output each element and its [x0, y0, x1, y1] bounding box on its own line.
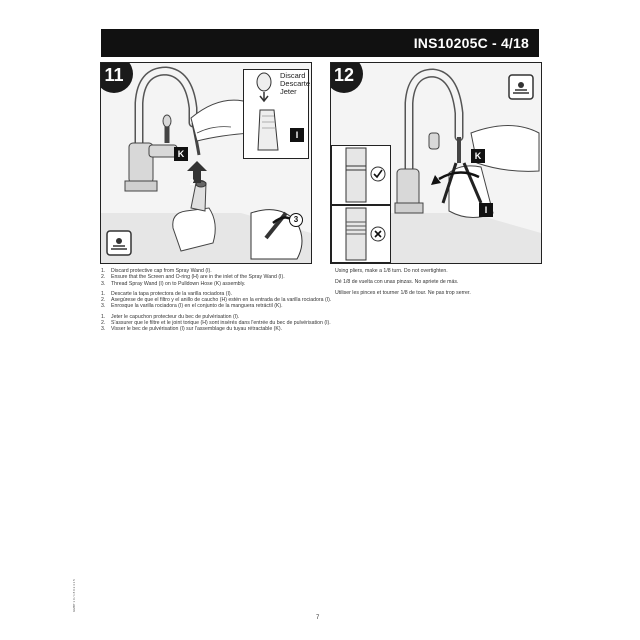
step-11-illustration	[100, 62, 312, 264]
instruction-es: Dé 1/8 de vuelta con unas pinzas. No apriete de más.	[335, 278, 459, 285]
document-id: INS10205C - 4/18	[413, 35, 529, 51]
discard-label-es: Descarte	[280, 79, 311, 88]
instruction-row: 2. Ensure that the Screen and O-ring (H) are in the inlet of the Spray Wand (I).	[101, 274, 285, 281]
instruction-row: 2. Asegúrese de que el filtro y el anillo de caucho (H) estén en la entrada de la varilla rociadora (I).	[101, 297, 332, 304]
step-11-instructions	[101, 268, 332, 333]
correct-tightness-inset	[331, 145, 391, 205]
label-i: I	[290, 128, 304, 142]
instruction-en: Using pliers, make a 1/8 turn. Do not overtighten.	[335, 268, 448, 274]
discard-cap-inset	[243, 69, 309, 159]
instruction-row: 3. Enrosque la varilla rociadora (I) en el conjunto de la manguera retráctil (K).	[101, 303, 283, 310]
step-12-number: 12	[330, 62, 363, 93]
print-code: GMBT 1 0 / 1 8 0 2 4 1 5	[72, 579, 76, 612]
step-11-number: 11	[100, 62, 133, 93]
instruction-fr: Utiliser les pinces et tourner 1/8 de tour. Ne pas trop serrer.	[335, 289, 471, 296]
instruction-row: 2. S'assurer que le filtre et le joint torique (H) sont insérés dans l'entrée du bec de pulvérisation (I).	[101, 320, 331, 327]
page-number: 7	[316, 615, 320, 621]
discard-label-en: Discard	[280, 71, 306, 80]
discard-label-fr: Jeter	[280, 87, 297, 96]
label-k: K	[174, 147, 188, 161]
overtightened-inset	[331, 205, 391, 263]
instruction-row: 3. Visser le bec de pulvérisation (I) sur l'assemblage du tuyau rétractable (K).	[101, 326, 283, 333]
arrow-3-label: 3	[289, 213, 303, 227]
step-12-instructions	[335, 268, 535, 300]
instruction-row: 1. Jeter le capuchon protecteur du bec de pulvérisation (I).	[101, 313, 240, 320]
step-12-illustration	[330, 62, 542, 264]
correct-tightness-drawing	[332, 146, 390, 204]
arrow-2-label: 2	[189, 178, 195, 187]
instruction-row: 1. Discard protective cap from Spray Wand (I).	[101, 268, 212, 274]
instruction-row: 3. Thread Spray Wand (I) on to Pulldown Hose (K) assembly.	[101, 280, 246, 287]
document-header-bar	[101, 29, 539, 57]
label-k: K	[471, 149, 485, 163]
instruction-row: 1. Descarte la tapa protectora de la varilla rociadora (I).	[101, 290, 233, 297]
label-i: I	[479, 203, 493, 217]
overtightened-drawing	[332, 206, 390, 262]
